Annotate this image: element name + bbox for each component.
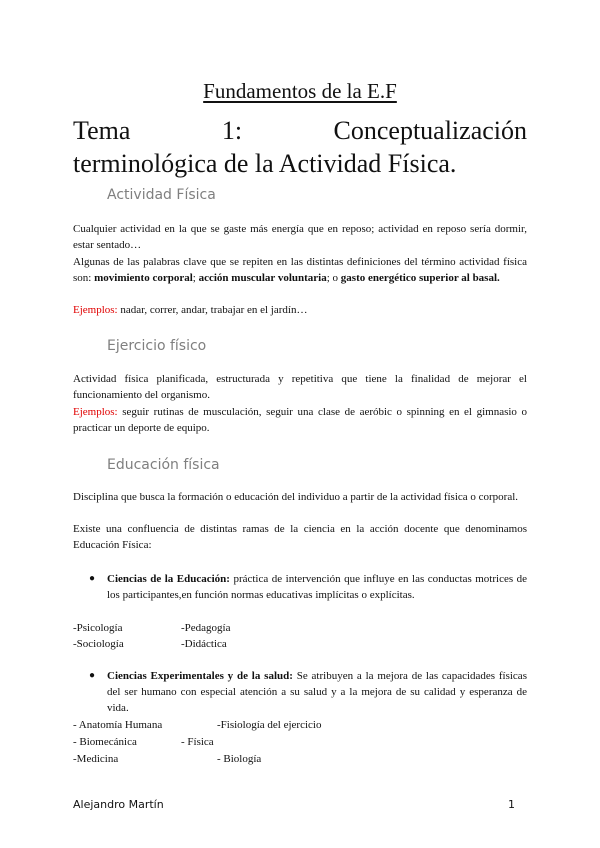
keyword-sep1: ; xyxy=(192,272,199,284)
examples-text: nadar, correr, andar, trabajar en el jardín… xyxy=(117,304,308,316)
subject-item: - Biomecánica xyxy=(73,736,137,748)
educacion-definition: Disciplina que busca la formación o educación del individuo a partir de la actividad física o corporal. xyxy=(73,491,519,503)
subject-item: - Biología xyxy=(217,753,262,765)
ejercicio-examples xyxy=(73,404,527,436)
document-title: Fundamentos de la E.F xyxy=(203,79,397,103)
keyword-accion: acción muscular voluntaria xyxy=(198,272,327,284)
bullet-text: Se atribuyen a la mejora de las capacidades físicas del ser humano con especial atención a su salud y a la mejora de su calidad y esperanza de vida. xyxy=(107,670,527,714)
actividad-keywords-intro: Algunas de las palabras clave que se repiten en las distintas definiciones del término actividad física son: xyxy=(73,256,527,284)
subject-item: -Didáctica xyxy=(181,638,227,650)
keyword-sep2: ; o xyxy=(326,272,341,284)
subject-item: - Anatomía Humana xyxy=(73,719,163,731)
bullet-title: Ciencias Experimentales y de la salud: xyxy=(107,670,293,682)
subject-item: -Fisiología del ejercicio xyxy=(217,719,322,731)
topic-title-line2: terminológica de la Actividad Física. xyxy=(73,149,457,178)
bullet-icon: ● xyxy=(89,670,96,681)
examples-label: Ejemplos: xyxy=(73,406,118,418)
ejercicio-definition: Actividad física planificada, estructurada y repetitiva que tiene la finalidad de mejorar el funcionamiento del organismo. xyxy=(73,373,527,401)
actividad-keywords-paragraph xyxy=(73,254,527,286)
page-number: 1 xyxy=(508,798,515,811)
examples-text: seguir rutinas de musculación, seguir una clase de aeróbic o spinning en el gimnasio o practicar un deporte de equipo. xyxy=(73,406,527,434)
actividad-definition: Cualquier actividad en la que se gaste más energía que en reposo; actividad en reposo sería dormir, estar sentado… xyxy=(73,223,527,251)
subject-item: -Sociología xyxy=(73,638,124,650)
bullet-ciencias-educacion xyxy=(89,571,527,603)
bullet-ciencias-experimentales xyxy=(89,668,527,716)
keyword-movimiento: movimiento corporal xyxy=(94,272,193,284)
bullet-text: práctica de intervención que influye en las conductas motrices de los participantes,en función normas educativas implícitas o explícitas. xyxy=(107,573,527,601)
bullet-title: Ciencias de la Educación: xyxy=(107,573,230,585)
examples-label: Ejemplos: xyxy=(73,304,118,316)
topic-title-line1: Tema 1: Conceptualización xyxy=(73,116,527,145)
heading-actividad-fisica: Actividad Física xyxy=(107,187,216,203)
subject-item: - Física xyxy=(181,736,214,748)
keyword-gasto: gasto energético superior al basal. xyxy=(340,272,500,284)
educacion-confluence: Existe una confluencia de distintas ramas de la ciencia en la acción docente que denominamos Educación Física: xyxy=(73,523,527,551)
bullet-icon: ● xyxy=(89,573,96,584)
heading-educacion-fisica: Educación física xyxy=(107,457,220,473)
topic-title xyxy=(73,114,527,180)
subject-item: -Medicina xyxy=(73,753,119,765)
footer-author: Alejandro Martín xyxy=(73,798,164,811)
subject-item: -Pedagogía xyxy=(181,622,231,634)
heading-ejercicio-fisico: Ejercicio físico xyxy=(107,338,207,354)
actividad-examples xyxy=(73,302,527,318)
subject-item: -Psicología xyxy=(73,622,123,634)
